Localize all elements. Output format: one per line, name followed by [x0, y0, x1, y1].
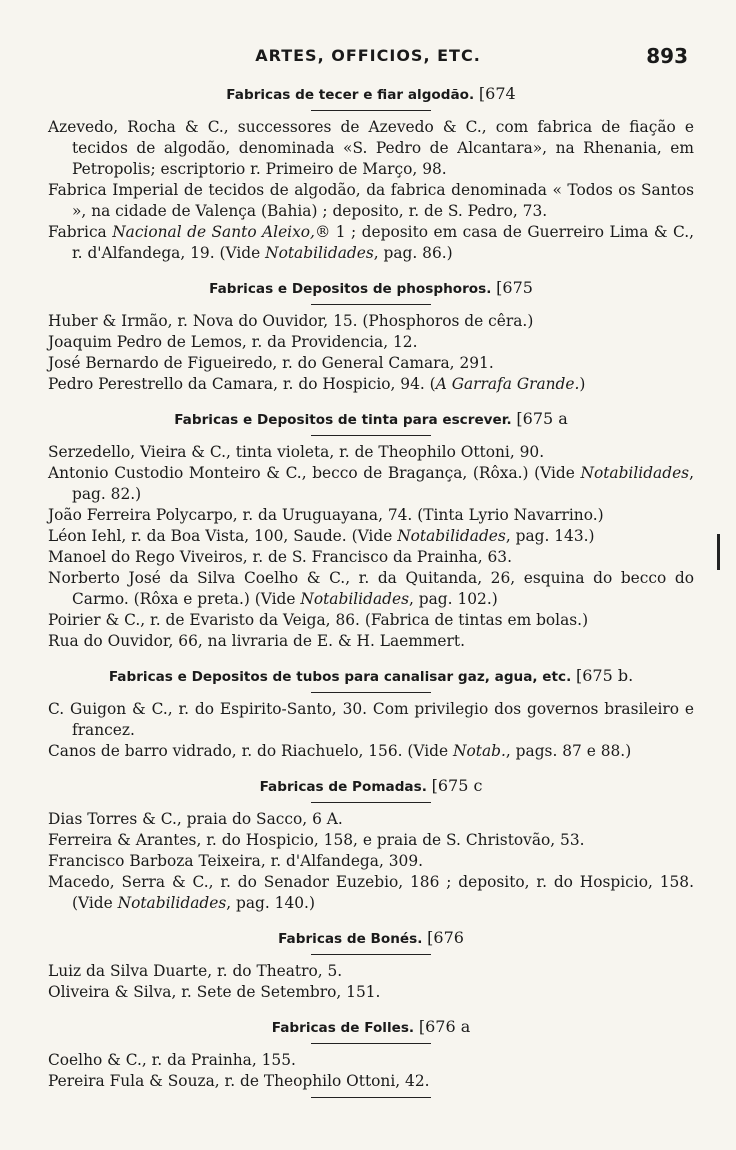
listing-entry: João Ferreira Polycarpo, r. da Uruguayana, 74. (Tinta Lyrio Navarrino.): [48, 506, 604, 524]
section-rule: [311, 1043, 431, 1044]
listing-entry: Luiz da Silva Duarte, r. do Theatro, 5.: [48, 962, 343, 980]
listing-entry: Serzedello, Vieira & C., tinta violeta, r. de Theophilo Ottoni, 90.: [48, 443, 545, 461]
section-ref: [676: [427, 928, 464, 947]
margin-mark: [717, 534, 720, 570]
section-heading: [48, 664, 694, 687]
section-rule: [311, 954, 431, 955]
listing-entry: Oliveira & Silva, r. Sete de Setembro, 151.: [48, 983, 381, 1001]
section-heading-text: Fabricas e Depositos de phosphoros.: [209, 281, 497, 297]
section-heading-text: Fabricas e Depositos de tubos para canalisar gaz, agua, etc.: [108, 669, 576, 685]
section: [48, 652, 694, 762]
closing-rule: [311, 1097, 431, 1098]
section-heading: [48, 1015, 694, 1038]
listing-entry: Antonio Custodio Monteiro & C., becco de Bragança, (Rôxa.) (Vide Notabilidades, pag. 82.): [48, 464, 694, 503]
page-number: 893: [646, 44, 688, 68]
listing-entry: Norberto José da Silva Coelho & C., r. da Quitanda, 26, esquina do becco do Carmo. (Rôxa e preta.) (Vide Notabilidades, pag. 102.): [48, 569, 694, 608]
listing-entry: Coelho & C., r. da Prainha, 155.: [48, 1051, 296, 1069]
section: [48, 82, 694, 264]
section-ref: [674: [478, 84, 516, 103]
section: [48, 264, 694, 395]
section: [48, 914, 694, 1003]
section-ref: [675 a: [516, 409, 568, 428]
section-ref: [675: [496, 278, 533, 297]
listing-entry: Francisco Barboza Teixeira, r. d'Alfandega, 309.: [48, 852, 424, 870]
section-heading-text: Fabricas e Depositos de tinta para escrever.: [174, 412, 517, 428]
section-rule: [311, 802, 431, 803]
listing-entry: Joaquim Pedro de Lemos, r. da Providencia, 12.: [48, 333, 418, 351]
section-heading: [48, 276, 694, 299]
section-heading: [48, 407, 694, 430]
section: [48, 1003, 694, 1092]
listing-entry: Pereira Fula & Souza, r. de Theophilo Ottoni, 42.: [48, 1072, 430, 1090]
section-gap: [48, 652, 694, 664]
section-rule: [311, 692, 431, 693]
section-heading-text: Fabricas de tecer e fiar algodão.: [226, 87, 479, 103]
listing-entry: Fabrica Nacional de Santo Aleixo,® 1 ; deposito em casa de Guerreiro Lima & C., r. d'Alfandega, 19. (Vide Notabilidades, pag. 86.): [48, 223, 694, 262]
section-gap: [48, 264, 694, 276]
section-ref: [675 b.: [575, 666, 634, 685]
section-heading-text: Fabricas de Bonés.: [278, 931, 428, 947]
section-heading: [48, 926, 694, 949]
section-rule: [311, 435, 431, 436]
listing-entry: José Bernardo de Figueiredo, r. do General Camara, 291.: [48, 354, 494, 372]
section-heading-text: Fabricas de Pomadas.: [259, 779, 432, 795]
listing-entry: Dias Torres & C., praia do Sacco, 6 A.: [48, 810, 343, 828]
section-heading-text: Fabricas de Folles.: [271, 1020, 419, 1036]
listing-entry: Huber & Irmão, r. Nova do Ouvidor, 15. (Phosphoros de cêra.): [48, 312, 534, 330]
section-gap: [48, 762, 694, 774]
section: [48, 762, 694, 914]
section-rule: [311, 110, 431, 111]
running-head-title: ARTES, OFFICIOS, ETC.: [255, 46, 481, 65]
directory-listing: [48, 82, 694, 1104]
listing-entry: Pedro Perestrello da Camara, r. do Hospicio, 94. (A Garrafa Grande.): [48, 375, 586, 393]
section-gap: [48, 1003, 694, 1015]
section-gap: [48, 395, 694, 407]
listing-entry: Léon Iehl, r. da Boa Vista, 100, Saude. (Vide Notabilidades, pag. 143.): [48, 527, 595, 545]
listing-entry: C. Guigon & C., r. do Espirito-Santo, 30. Com privilegio dos governos brasileiro e francez.: [48, 700, 694, 739]
listing-entry: Rua do Ouvidor, 66, na livraria de E. & H. Laemmert.: [48, 632, 465, 650]
section: [48, 395, 694, 652]
running-head: [0, 44, 736, 70]
listing-entry: Fabrica Imperial de tecidos de algodão, da fabrica denominada « Todos os Santos », na cidade de Valença (Bahia) ; deposito, r. de S. Pedro, 73.: [48, 181, 694, 220]
section-ref: [675 c: [431, 776, 483, 795]
section-rule: [311, 304, 431, 305]
listing-entry: Manoel do Rego Viveiros, r. de S. Francisco da Prainha, 63.: [48, 548, 512, 566]
listing-entry: Azevedo, Rocha & C., successores de Azevedo & C., com fabrica de fiação e tecidos de algodão, denominada «S. Pedro de Alcantara», na Rhenania, em Petropolis; escriptorio r. Primeiro de Março, 98.: [48, 118, 694, 178]
section-ref: [676 a: [418, 1017, 471, 1036]
section-gap: [48, 914, 694, 926]
listing-entry: Macedo, Serra & C., r. do Senador Euzebio, 186 ; deposito, r. do Hospicio, 158. (Vide Notabilidades, pag. 140.): [48, 873, 694, 912]
listing-entry: Ferreira & Arantes, r. do Hospicio, 158, e praia de S. Christovão, 53.: [48, 831, 585, 849]
section-heading: [48, 82, 694, 105]
section-heading: [48, 774, 694, 797]
listing-entry: Poirier & C., r. de Evaristo da Veiga, 86. (Fabrica de tintas em bolas.): [48, 611, 589, 629]
listing-entry: Canos de barro vidrado, r. do Riachuelo, 156. (Vide Notab., pags. 87 e 88.): [48, 742, 632, 760]
